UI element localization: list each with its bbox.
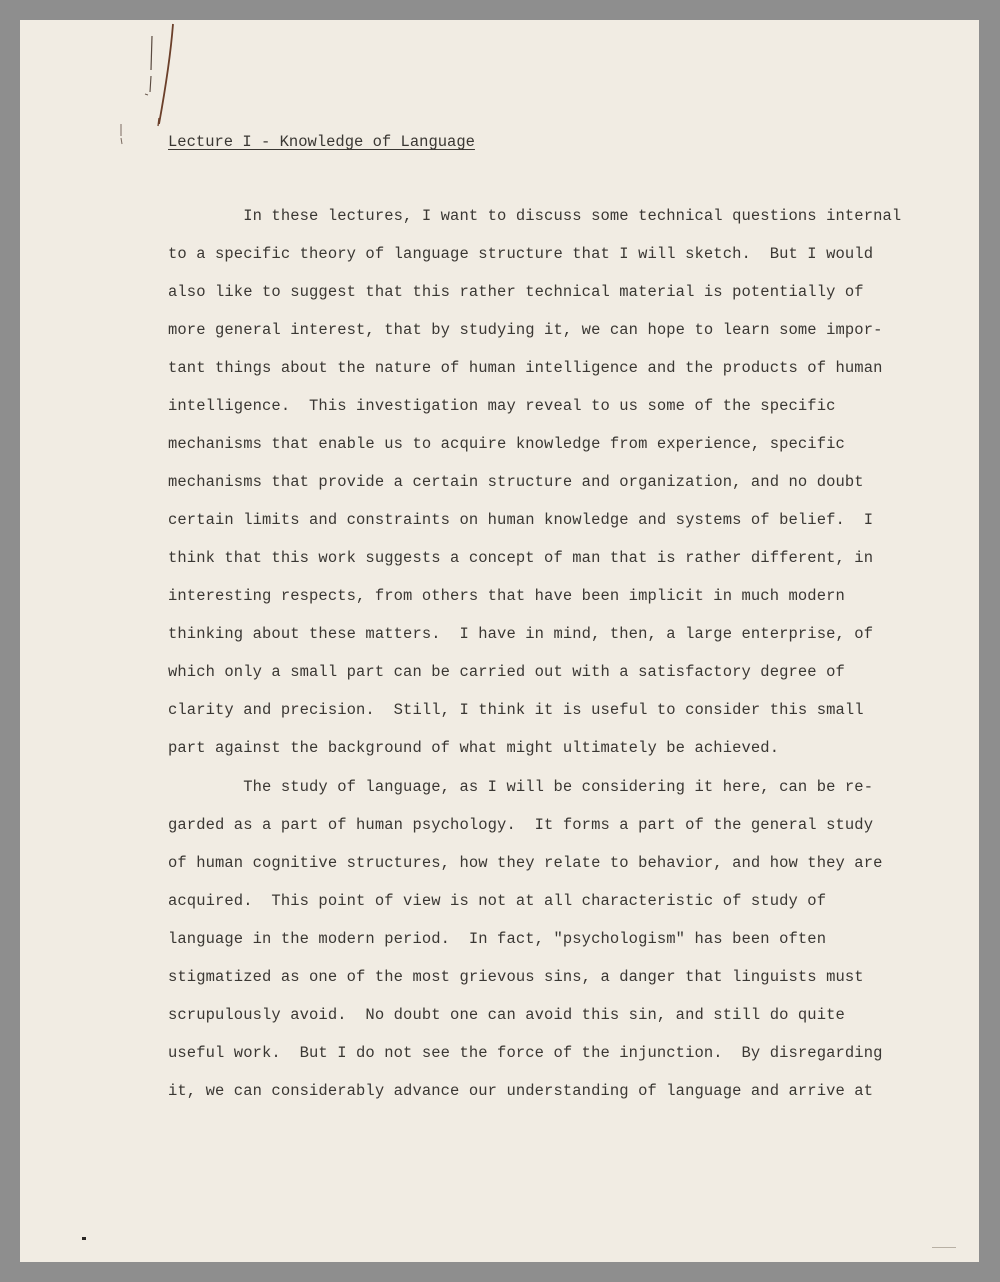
text-line: useful work. But I do not see the force of the injunction. By disregarding bbox=[168, 1044, 883, 1062]
text-line: it, we can considerably advance our understanding of language and arrive at bbox=[168, 1082, 874, 1100]
pencil-stroke-short bbox=[151, 36, 152, 70]
text-line: which only a small part can be carried out with a satisfactory degree of bbox=[168, 663, 845, 681]
text-line: tant things about the nature of human intelligence and the products of human bbox=[168, 359, 883, 377]
pencil-stroke-low bbox=[158, 118, 159, 126]
text-line: thinking about these matters. I have in mind, then, a large enterprise, of bbox=[168, 625, 874, 643]
ink-speck-right bbox=[932, 1247, 956, 1248]
pencil-stroke-long bbox=[159, 24, 173, 124]
document-page bbox=[20, 20, 979, 1262]
text-line: intelligence. This investigation may reveal to us some of the specific bbox=[168, 397, 836, 415]
text-line: garded as a part of human psychology. It forms a part of the general study bbox=[168, 816, 874, 834]
text-line: mechanisms that provide a certain structure and organization, and no doubt bbox=[168, 473, 864, 491]
text-line: more general interest, that by studying it, we can hope to learn some impor- bbox=[168, 321, 883, 339]
text-line: clarity and precision. Still, I think it is useful to consider this small bbox=[168, 701, 864, 719]
text-line: language in the modern period. In fact, "psychologism" has been often bbox=[168, 930, 827, 948]
text-line: acquired. This point of view is not at all characteristic of study of bbox=[168, 892, 827, 910]
text-line: scrupulously avoid. No doubt one can avoid this sin, and still do quite bbox=[168, 1006, 845, 1024]
pencil-stroke-short-2 bbox=[150, 76, 151, 92]
text-line: certain limits and constraints on human knowledge and systems of belief. I bbox=[168, 511, 874, 529]
text-line: mechanisms that enable us to acquire knowledge from experience, specific bbox=[168, 435, 845, 453]
text-line: interesting respects, from others that have been implicit in much modern bbox=[168, 587, 845, 605]
text-line: In these lectures, I want to discuss some technical questions internal bbox=[168, 207, 902, 225]
pencil-stroke-dot bbox=[145, 94, 148, 95]
text-line: stigmatized as one of the most grievous sins, a danger that linguists must bbox=[168, 968, 864, 986]
pencil-marks bbox=[115, 20, 175, 160]
pencil-stroke-low-3 bbox=[121, 138, 122, 144]
text-line: The study of language, as I will be considering it here, can be re- bbox=[168, 778, 874, 796]
text-line: to a specific theory of language structure that I will sketch. But I would bbox=[168, 245, 874, 263]
text-line: part against the background of what might ultimately be achieved. bbox=[168, 739, 780, 757]
lecture-title: Lecture I - Knowledge of Language bbox=[168, 133, 475, 151]
ink-speck bbox=[82, 1237, 86, 1240]
text-line: of human cognitive structures, how they relate to behavior, and how they are bbox=[168, 854, 883, 872]
text-line: also like to suggest that this rather technical material is potentially of bbox=[168, 283, 864, 301]
text-line: think that this work suggests a concept of man that is rather different, in bbox=[168, 549, 874, 567]
